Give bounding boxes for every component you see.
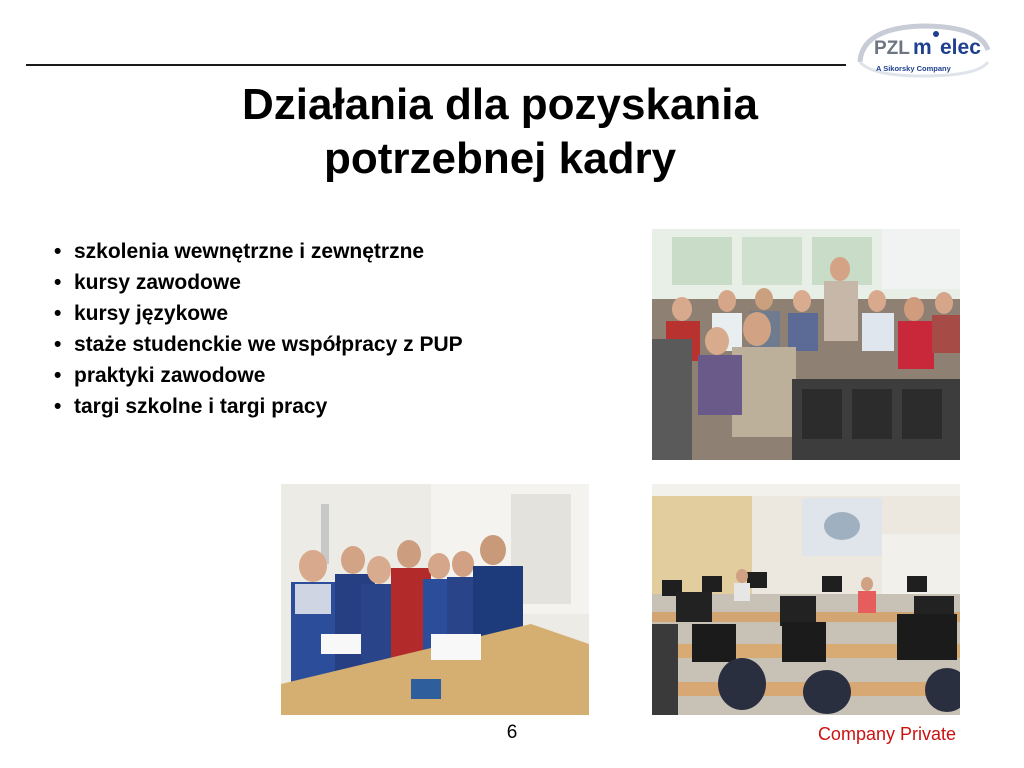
bullet-text: szkolenia wewnętrzne i zewnętrzne	[74, 240, 425, 263]
svg-text:elec: elec	[940, 36, 981, 59]
bullet-item	[52, 329, 612, 360]
slide-title-line-2: potrzebnej kadry	[323, 134, 677, 183]
bullet-icon: •	[54, 302, 62, 325]
bullet-list	[52, 236, 612, 422]
bullet-text: kursy językowe	[74, 302, 229, 325]
bullet-text: staże studenckie we współpracy z PUP	[74, 333, 463, 356]
bullet-icon: •	[54, 240, 62, 263]
svg-text:m: m	[913, 36, 932, 59]
workshop-training-photo	[281, 484, 589, 715]
bullet-text: kursy zawodowe	[74, 271, 241, 294]
svg-text:PZL: PZL	[874, 38, 910, 59]
svg-text:A Sikorsky Company: A Sikorsky Company	[876, 64, 951, 73]
bullet-text: targi szkolne i targi pracy	[74, 395, 328, 418]
pzl-mielec-logo	[852, 22, 992, 80]
page-number: 6	[506, 722, 518, 743]
bullet-item	[52, 360, 612, 391]
confidentiality-label: Company Private	[817, 724, 956, 744]
bullet-item	[52, 267, 612, 298]
bullet-item	[52, 391, 612, 422]
bullet-text: praktyki zawodowe	[74, 364, 266, 387]
header-divider	[26, 64, 846, 66]
bullet-icon: •	[54, 271, 62, 294]
bullet-item	[52, 236, 612, 267]
computer-lab-photo	[652, 484, 960, 715]
bullet-icon: •	[54, 333, 62, 356]
bullet-item	[52, 298, 612, 329]
audience-photo	[652, 229, 960, 460]
slide-title-line-1: Działania dla pozyskania	[242, 80, 758, 129]
bullet-icon: •	[54, 395, 62, 418]
slide-title	[130, 78, 870, 186]
bullet-icon: •	[54, 364, 62, 387]
